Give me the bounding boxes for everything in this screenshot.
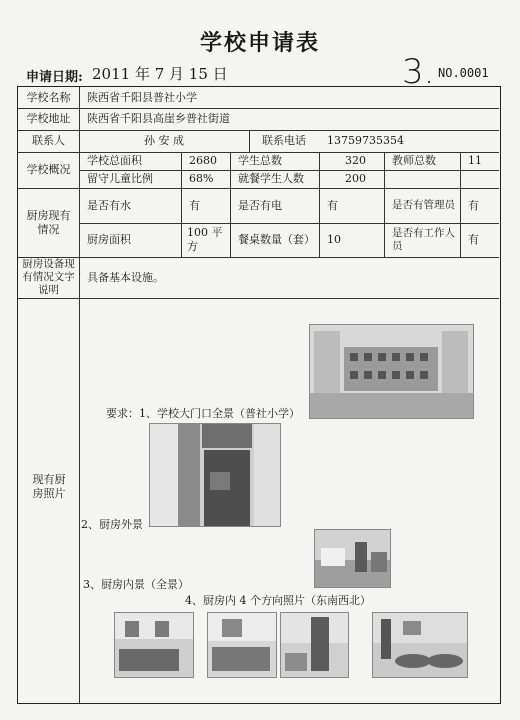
- document-number: NO.0001: [438, 66, 489, 80]
- handwritten-number: 3.: [402, 52, 435, 92]
- kitchen-area-value: 100 平方: [187, 226, 223, 253]
- teachers-label: 教师总数: [392, 154, 436, 168]
- manager-value: 有: [468, 198, 479, 212]
- tables-label: 餐桌数量（套）: [238, 233, 315, 247]
- page-title: 学校申请表: [199, 30, 320, 56]
- date-label: 申请日期:: [26, 70, 83, 85]
- area-value: 2680: [189, 154, 217, 168]
- photo-caption-3: 3、厨房内景（全景）: [83, 578, 189, 591]
- overview-label: 学校概况: [26, 163, 71, 177]
- equipment-text: 具备基本设施。: [87, 270, 164, 284]
- date-value: 2011 年 7 月 15 日: [92, 65, 228, 83]
- kitchen-photo-south: [207, 612, 277, 678]
- staff-value: 有: [468, 233, 479, 247]
- power-value: 有: [327, 198, 338, 212]
- kitchen-photo-east: [114, 612, 194, 678]
- contact-label: 联系人: [32, 134, 65, 148]
- left-behind-label: 留守儿童比例: [87, 172, 153, 186]
- staff-label: 是否有工作人员: [392, 226, 455, 252]
- water-label: 是否有水: [87, 198, 131, 212]
- kitchen-area-label: 厨房面积: [87, 233, 131, 247]
- phone-label: 联系电话: [262, 134, 306, 148]
- phone-value: 13759735354: [327, 134, 404, 148]
- students-label: 学生总数: [238, 154, 282, 168]
- dining-label: 就餐学生人数: [238, 172, 304, 186]
- power-label: 是否有电: [238, 198, 282, 212]
- kitchen-label: 厨房现有情况: [26, 208, 71, 236]
- photo-caption-4: 4、厨房内 4 个方向照片（东南西北）: [185, 594, 371, 607]
- area-label: 学校总面积: [87, 154, 142, 168]
- left-behind-value: 68%: [189, 172, 214, 186]
- application-form: [17, 86, 501, 704]
- school-name-label: 学校名称: [26, 90, 71, 104]
- contact-value: 孙 安 成: [144, 134, 184, 148]
- school-name-value: 陕西省千阳县普社小学: [87, 90, 197, 104]
- kitchen-photo-north: [372, 612, 468, 678]
- students-value: 320: [345, 154, 366, 168]
- kitchen-photo-west: [280, 612, 349, 678]
- photo-caption-1: 要求：1、学校大门口全景（普社小学）: [106, 407, 300, 420]
- school-gate-photo: [309, 324, 474, 419]
- dining-value: 200: [345, 172, 366, 186]
- water-value: 有: [189, 198, 200, 212]
- kitchen-exterior-photo: [149, 423, 281, 527]
- tables-value: 10: [327, 233, 341, 247]
- kitchen-interior-photo: [314, 529, 391, 588]
- address-label: 学校地址: [26, 112, 71, 126]
- equipment-label: 厨房设备现有情况文字说明: [22, 257, 75, 297]
- address-value: 陕西省千阳县高崖乡普社街道: [87, 112, 230, 126]
- photos-label: 现有厨房照片: [32, 473, 66, 500]
- photo-caption-2: 2、厨房外景: [81, 518, 143, 531]
- manager-label: 是否有管理员: [392, 198, 455, 211]
- teachers-value: 11: [468, 154, 482, 168]
